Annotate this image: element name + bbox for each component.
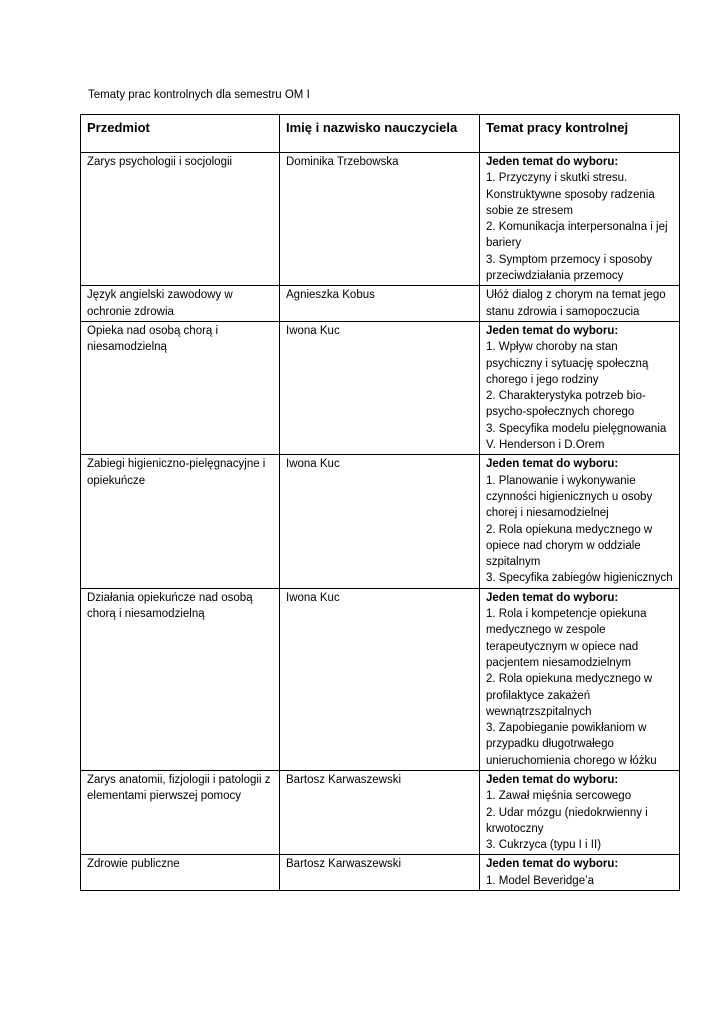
topic-line: Ułóż dialog z chorym na temat jego stanu zdrowia i samopoczucia bbox=[486, 289, 666, 318]
choose-one-heading: Jeden temat do wyboru: bbox=[486, 591, 619, 604]
topic-cell bbox=[480, 321, 680, 454]
topics-table bbox=[80, 114, 680, 891]
subject-cell: Zabiegi higieniczno-pielęgnacyjne i opiekuńcze bbox=[81, 455, 280, 588]
table-row bbox=[81, 153, 680, 286]
subject-cell: Język angielski zawodowy w ochronie zdrowia bbox=[81, 286, 280, 322]
teacher-cell: Dominika Trzebowska bbox=[280, 153, 480, 286]
teacher-cell: Bartosz Karwaszewski bbox=[280, 855, 480, 891]
choose-one-heading: Jeden temat do wyboru: bbox=[486, 458, 619, 471]
topic-cell bbox=[480, 770, 680, 854]
document-title: Tematy prac kontrolnych dla semestru OM I bbox=[88, 89, 310, 101]
topic-line: 3. Symptom przemocy i sposoby przeciwdziałania przemocy bbox=[486, 253, 653, 283]
choose-one-heading: Jeden temat do wyboru: bbox=[486, 858, 619, 871]
topic-line: 1. Zawał mięśnia sercowego bbox=[486, 790, 632, 803]
table-row bbox=[81, 286, 680, 322]
topic-line: 1. Rola i kompetencje opiekuna medycznego w zespole terapeutycznym w opiece nad pacjentem niesamodzielnym bbox=[486, 608, 647, 669]
topic-line: 2. Rola opiekuna medycznego w profilaktyce zakażeń wewnątrzszpitalnych bbox=[486, 673, 653, 718]
topic-line: 1. Wpływ choroby na stan psychiczny i sytuację społeczną chorego i jego rodziny bbox=[486, 341, 649, 386]
topic-line: 2. Komunikacja interpersonalna i jej bariery bbox=[486, 221, 668, 250]
subject-cell: Działania opiekuńcze nad osobą chorą i niesamodzielną bbox=[81, 588, 280, 770]
choose-one-heading: Jeden temat do wyboru: bbox=[486, 156, 619, 168]
header-topic: Temat pracy kontrolnej bbox=[480, 115, 680, 153]
topic-cell bbox=[480, 588, 680, 770]
topic-cell bbox=[480, 455, 680, 588]
topic-line: 3. Specyfika modelu pielęgnowania V. Henderson i D.Orem bbox=[486, 422, 667, 452]
topic-cell bbox=[480, 855, 680, 891]
table-row bbox=[81, 855, 680, 891]
teacher-cell: Iwona Kuc bbox=[280, 455, 480, 588]
teacher-cell: Iwona Kuc bbox=[280, 321, 480, 454]
table-row bbox=[81, 321, 680, 454]
topic-line: 1. Planowanie i wykonywanie czynności higienicznych u osoby chorej i niesamodzielnej bbox=[486, 474, 653, 520]
choose-one-heading: Jeden temat do wyboru: bbox=[486, 324, 619, 337]
topic-line: 3. Specyfika zabiegów higienicznych bbox=[486, 572, 673, 585]
topic-line: 2. Rola opiekuna medycznego w opiece nad chorym w oddziale szpitalnym bbox=[486, 523, 653, 569]
subject-cell: Zarys anatomii, fizjologii i patologii z elementami pierwszej pomocy bbox=[81, 770, 280, 854]
topic-cell bbox=[480, 153, 680, 286]
topic-line: 3. Zapobieganie powikłaniom w przypadku długotrwałego unieruchomienia chorego w łóżku bbox=[486, 722, 657, 767]
header-teacher: Imię i nazwisko nauczyciela bbox=[280, 115, 480, 153]
teacher-cell: Agnieszka Kobus bbox=[280, 286, 480, 322]
subject-cell: Opieka nad osobą chorą i niesamodzielną bbox=[81, 321, 280, 454]
table-row bbox=[81, 770, 680, 854]
table-row bbox=[81, 588, 680, 770]
topic-line: 1. Przyczyny i skutki stresu. Konstruktywne sposoby radzenia sobie ze stresem bbox=[486, 172, 655, 217]
choose-one-heading: Jeden temat do wyboru: bbox=[486, 773, 619, 786]
subject-cell: Zdrowie publiczne bbox=[81, 855, 280, 891]
table-row bbox=[81, 455, 680, 588]
subject-cell: Zarys psychologii i socjologii bbox=[81, 153, 280, 286]
topic-line: 3. Cukrzyca (typu I i II) bbox=[486, 839, 602, 852]
topic-cell bbox=[480, 286, 680, 322]
header-subject: Przedmiot bbox=[81, 115, 280, 153]
topic-line: 2. Udar mózgu (niedokrwienny i krwotoczny bbox=[486, 806, 648, 835]
teacher-cell: Iwona Kuc bbox=[280, 588, 480, 770]
teacher-cell: Bartosz Karwaszewski bbox=[280, 770, 480, 854]
topic-line: 2. Charakterystyka potrzeb bio-psycho-społecznych chorego bbox=[486, 390, 646, 419]
topic-line: 1. Model Beveridge’a bbox=[486, 874, 595, 887]
table-header-row bbox=[81, 115, 680, 153]
